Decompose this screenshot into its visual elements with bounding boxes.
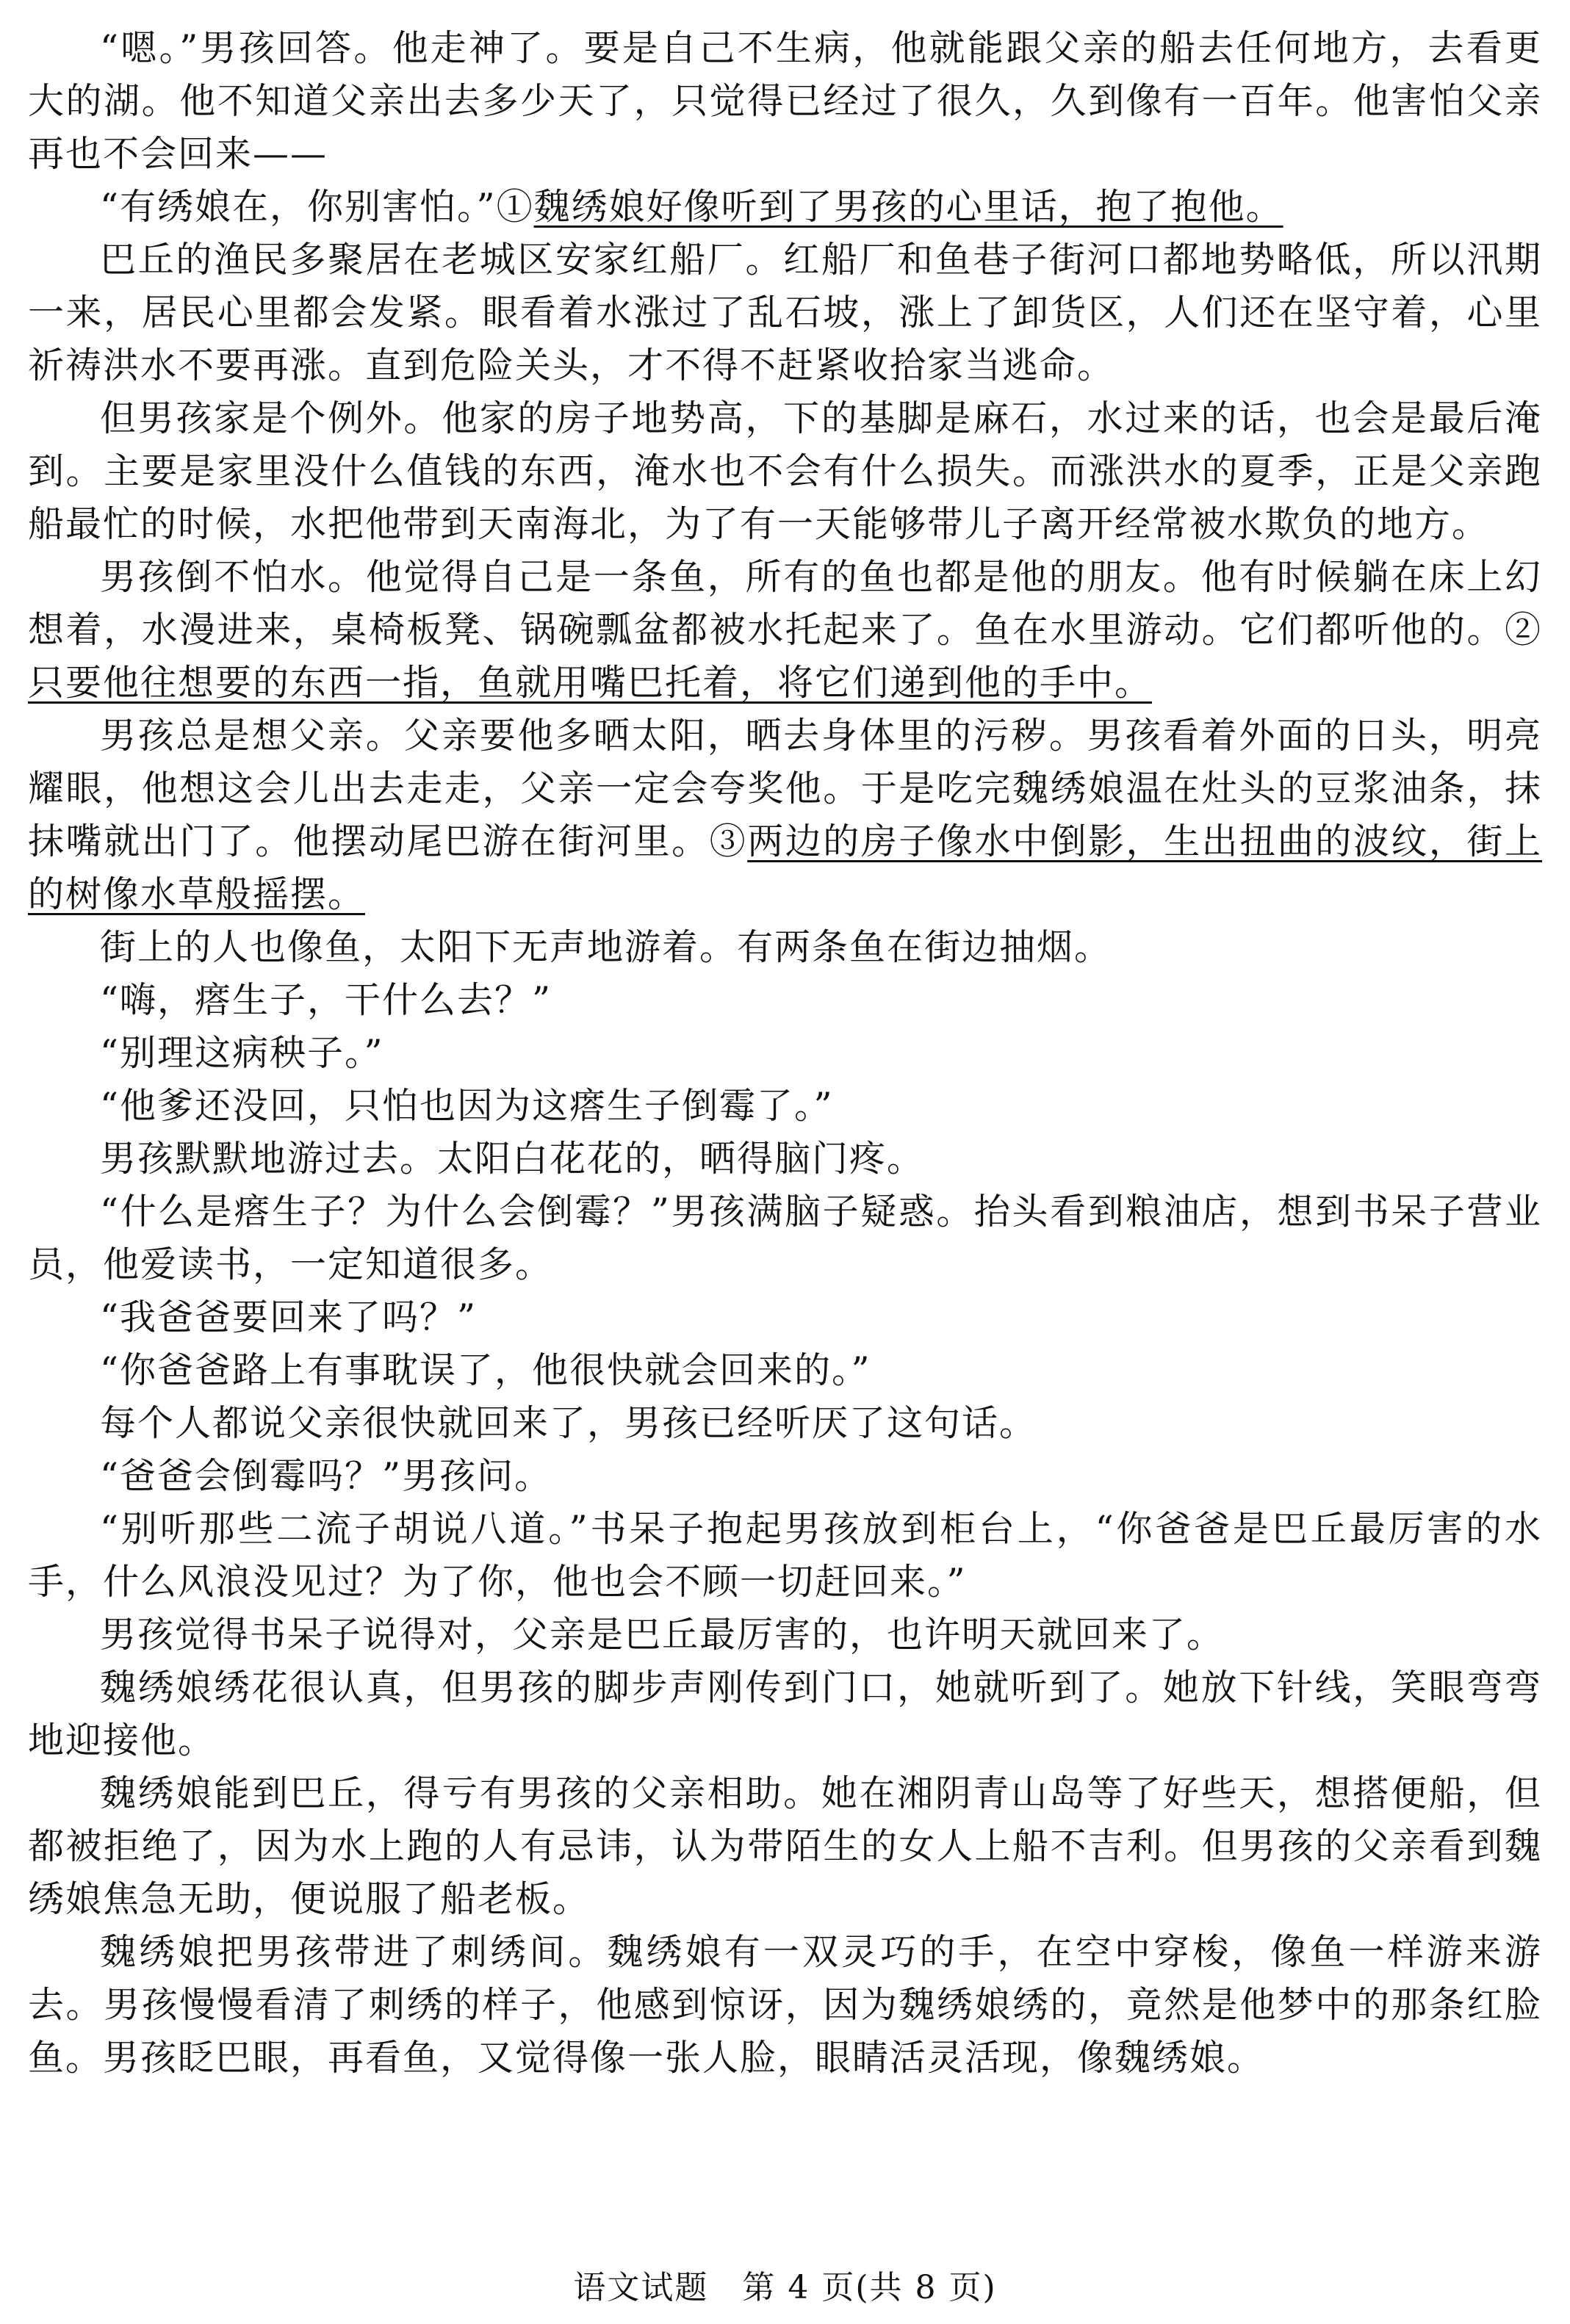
page-footer: 语文试题 第 4 页(共 8 页) xyxy=(573,2269,997,2306)
paragraph-p8 xyxy=(28,974,1542,1027)
text-segment: 男孩默默地游过去。太阳白花花的，晒得脑门疼。 xyxy=(100,1138,925,1180)
paragraph-p6 xyxy=(28,710,1542,921)
paragraph-p15 xyxy=(28,1397,1542,1450)
paragraph-p16 xyxy=(28,1450,1542,1503)
text-segment: 巴丘的渔民多聚居在老城区安家红船厂。红船厂和鱼巷子街河口都地势略低，所以汛期一来，居民心里都会发紧。眼看着水涨过了乱石坡，涨上了卸货区，人们还在坚守着，心里祈祷洪水不要再涨。直到危险关头，才不得不赶紧收拾家当逃命。 xyxy=(28,239,1542,386)
paragraph-p14 xyxy=(28,1344,1542,1397)
text-segment: 魏绣娘能到巴丘，得亏有男孩的父亲相助。她在湘阴青山岛等了好些天，想搭便船，但都被拒绝了，因为水上跑的人有忌讳，认为带陌生的女人上船不吉利。但男孩的父亲看到魏绣娘焦急无助，便说服了船老板。 xyxy=(28,1772,1542,1920)
text-segment: 男孩总是想父亲。父亲要他多晒太阳，晒去身体里的污秽。男孩看着外面的日头，明亮耀眼，他想这会儿出去走走，父亲一定会夸奖他。于是吃完魏绣娘温在灶头的豆浆油条，抹抹嘴就出门了。他摆动尾巴游在街河里。③ xyxy=(28,715,1542,862)
paragraph-p2 xyxy=(28,181,1542,234)
underlined-sentence: 魏绣娘好像听到了男孩的心里话，抱了抱他。 xyxy=(533,186,1283,228)
text-segment: “有绣娘在，你别害怕。”① xyxy=(100,186,534,228)
text-segment: “嗯。”男孩回答。他走神了。要是自己不生病，他就能跟父亲的船去任何地方，去看更大的湖。他不知道父亲出去多少天了，只觉得已经过了很久，久到像有一百年。他害怕父亲再也不会回来—— xyxy=(28,27,1542,175)
paragraph-p13 xyxy=(28,1291,1542,1344)
paragraph-p20 xyxy=(28,1767,1542,1926)
text-segment: “别听那些二流子胡说八道。”书呆子抱起男孩放到柜台上，“你爸爸是巴丘最厉害的水手，什么风浪没见过？为了你，他也会不顾一切赶回来。” xyxy=(28,1508,1542,1603)
paragraph-p10 xyxy=(28,1080,1542,1133)
paragraph-p7 xyxy=(28,921,1542,974)
text-segment: 街上的人也像鱼，太阳下无声地游着。有两条鱼在街边抽烟。 xyxy=(100,926,1112,968)
paragraph-p12 xyxy=(28,1186,1542,1291)
paragraph-p17 xyxy=(28,1503,1542,1609)
paragraph-p4 xyxy=(28,392,1542,551)
text-segment: “爸爸会倒霉吗？”男孩问。 xyxy=(100,1455,552,1497)
text-segment: “你爸爸路上有事耽误了，他很快就会回来的。” xyxy=(100,1349,871,1391)
paragraph-p5 xyxy=(28,551,1542,710)
paragraph-p21 xyxy=(28,1926,1542,2085)
paragraph-p1 xyxy=(28,22,1542,181)
text-segment: “别理这病秧子。” xyxy=(100,1032,384,1074)
underlined-sentence: 两边的房子像水中倒影，生出扭曲的波纹，街上的树像水草般摇摆。 xyxy=(28,820,1542,915)
text-segment: “我爸爸要回来了吗？” xyxy=(100,1296,478,1338)
text-segment: 男孩觉得书呆子说得对，父亲是巴丘最厉害的，也许明天就回来了。 xyxy=(100,1614,1225,1656)
text-segment: “他爹还没回，只怕也因为这瘩生子倒霉了。” xyxy=(100,1085,834,1127)
paragraph-p18 xyxy=(28,1609,1542,1661)
paragraph-p3 xyxy=(28,234,1542,392)
underlined-sentence: 只要他往想要的东西一指，鱼就用嘴巴托着，将它们递到他的手中。 xyxy=(28,662,1153,704)
paragraph-p11 xyxy=(28,1133,1542,1186)
text-segment: 但男孩家是个例外。他家的房子地势高，下的基脚是麻石，水过来的话，也会是最后淹到。主要是家里没什么值钱的东西，淹水也不会有什么损失。而涨洪水的夏季，正是父亲跑船最忙的时候，水把他带到天南海北，为了有一天能够带儿子离开经常被水欺负的地方。 xyxy=(28,397,1542,545)
text-segment: 男孩倒不怕水。他觉得自己是一条鱼，所有的鱼也都是他的朋友。他有时候躺在床上幻想着，水漫进来，桌椅板凳、锅碗瓢盆都被水托起来了。鱼在水里游动。它们都听他的。② xyxy=(28,556,1542,651)
text-segment: 每个人都说父亲很快就回来了，男孩已经听厌了这句话。 xyxy=(100,1402,1037,1444)
paragraph-p19 xyxy=(28,1661,1542,1767)
text-segment: “什么是瘩生子？为什么会倒霉？”男孩满脑子疑惑。抬头看到粮油店，想到书呆子营业员，他爱读书，一定知道很多。 xyxy=(28,1191,1542,1285)
paragraph-p9 xyxy=(28,1027,1542,1080)
text-segment: 魏绣娘把男孩带进了刺绣间。魏绣娘有一双灵巧的手，在空中穿梭，像鱼一样游来游去。男孩慢慢看清了刺绣的样子，他感到惊讶，因为魏绣娘绣的，竟然是他梦中的那条红脸鱼。男孩眨巴眼，再看鱼，又觉得像一张人脸，眼睛活灵活现，像魏绣娘。 xyxy=(28,1931,1542,2079)
reading-passage xyxy=(28,22,1542,2085)
text-segment: “嗨，瘩生子，干什么去？” xyxy=(100,979,552,1021)
text-segment: 魏绣娘绣花很认真，但男孩的脚步声刚传到门口，她就听到了。她放下针线，笑眼弯弯地迎接他。 xyxy=(28,1667,1542,1761)
